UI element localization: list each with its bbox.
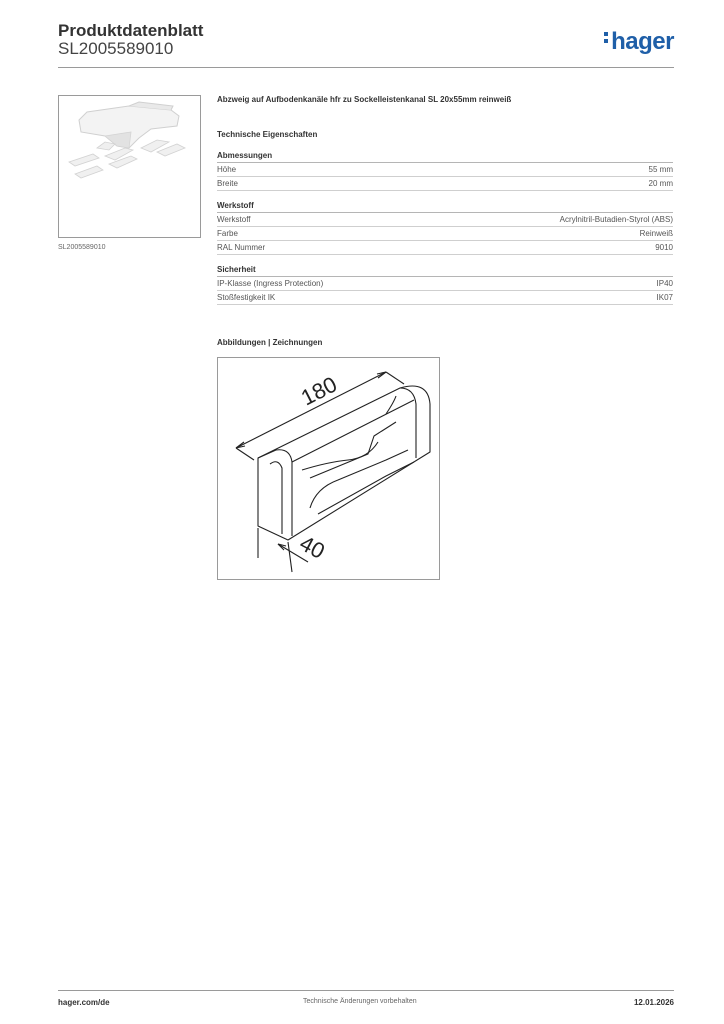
product-description: Abzweig auf Aufbodenkanäle hfr zu Sockelleistenkanal SL 20x55mm reinweiß [217,95,512,104]
technical-drawing [217,357,440,580]
technical-properties-heading: Technische Eigenschaften [217,130,318,139]
spec-label: Breite [217,179,238,188]
document-title: Produktdatenblatt [58,21,204,40]
dimension-width-label: 40 [295,530,330,564]
product-image-caption: SL2005589010 [58,244,106,251]
spec-value: 55 mm [648,165,673,174]
spec-label: Stoßfestigkeit IK [217,293,276,302]
footer-note: Technische Änderungen vorbehalten [303,998,417,1005]
spec-group-title: Sicherheit [217,265,673,277]
logo-dots-icon [604,29,609,46]
document-sku: SL2005589010 [58,39,174,58]
spec-value: Acrylnitril-Butadien-Styrol (ABS) [559,215,673,224]
header-divider [58,67,674,68]
spec-group-title: Werkstoff [217,201,673,213]
footer-website-link[interactable]: hager.com/de [58,998,110,1007]
dimension-length-label: 180 [296,371,341,411]
spec-group-safety [217,265,673,305]
spec-value: IP40 [656,279,673,288]
spec-group-material [217,201,673,255]
spec-label: Farbe [217,229,238,238]
spec-row [217,241,673,255]
spec-row [217,177,673,191]
spec-row [217,291,673,305]
spec-group-title: Abmessungen [217,151,673,163]
spec-row [217,163,673,177]
spec-value: IK07 [656,293,673,302]
spec-value: 9010 [655,243,673,252]
dimension-drawing-icon [218,358,439,579]
spec-value: 20 mm [648,179,673,188]
hager-logo [604,28,674,56]
logo-text: hager [611,28,674,55]
spec-group-dimensions [217,151,673,191]
spec-row [217,277,673,291]
drawings-heading: Abbildungen | Zeichnungen [217,338,323,347]
product-photo-icon [59,96,200,237]
product-details [217,95,673,315]
spec-label: Werkstoff [217,215,251,224]
footer-divider [58,990,674,991]
spec-label: IP-Klasse (Ingress Protection) [217,279,324,288]
spec-row [217,213,673,227]
footer-date: 12.01.2026 [633,998,674,1007]
spec-label: RAL Nummer [217,243,266,252]
product-image [58,95,201,238]
spec-row [217,227,673,241]
spec-label: Höhe [217,165,237,174]
spec-value: Reinweiß [639,229,673,238]
